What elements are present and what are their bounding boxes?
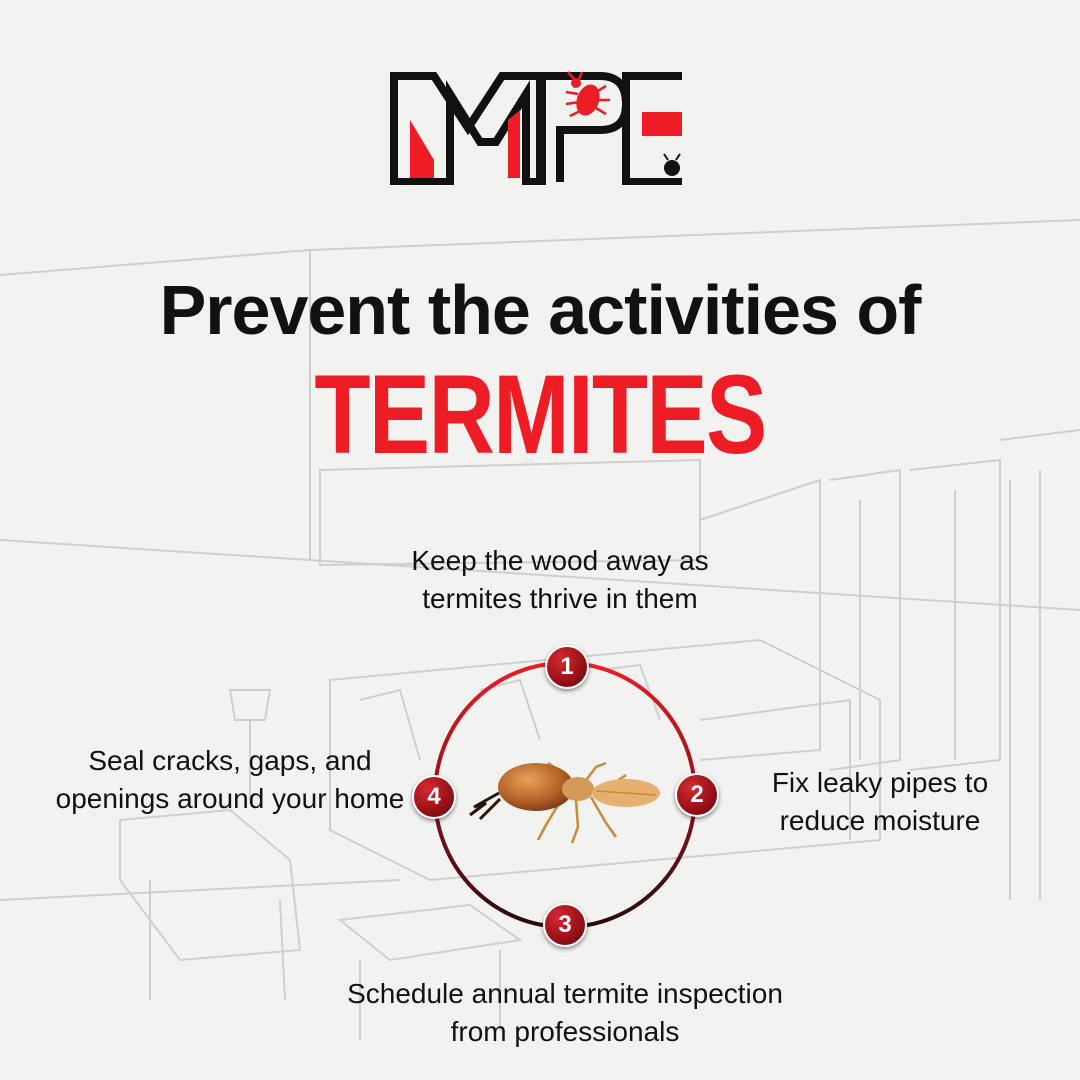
tip-1-text: Keep the wood away as termites thrive in them [411,545,709,614]
tip-4-text: Seal cracks, gaps, and openings around your home [55,745,405,814]
step-1-badge: 1 [545,645,589,689]
step-3-badge: 3 [543,903,587,947]
step-2-badge: 2 [675,773,719,817]
logo-letter-m [394,76,542,182]
termite-icon [466,745,666,845]
subheadline-termites: TERMITES [314,352,766,477]
headline: Prevent the activities of [159,271,921,349]
mpc-logo [390,70,690,185]
tip-2-text: Fix leaky pipes to reduce moisture [771,767,989,836]
logo-letter-c [626,76,682,182]
tip-3-text: Schedule annual termite inspection from professionals [347,978,783,1047]
step-4-badge: 4 [412,775,456,819]
